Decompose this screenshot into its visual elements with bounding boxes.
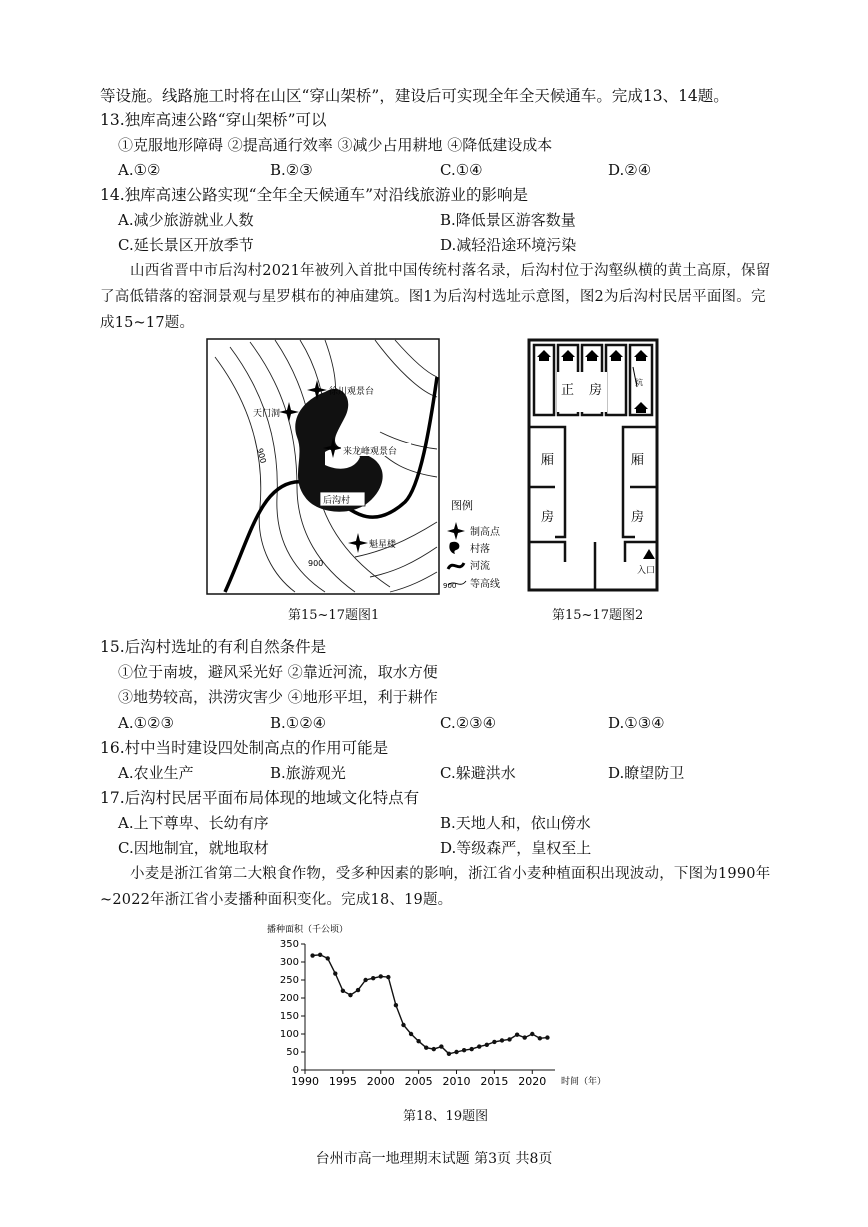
chart-xlabel: 时间（年） (561, 1077, 607, 1087)
chart-data-point (424, 1045, 428, 1049)
svg-text:制高点: 制高点 (470, 527, 500, 538)
chart-data-point (318, 953, 322, 957)
chart-series-line (313, 955, 548, 1054)
chart-data-point (363, 978, 367, 982)
chart-x-tick-label: 2000 (366, 1075, 395, 1088)
chart-data-point (394, 1003, 398, 1007)
svg-text:天门洞: 天门洞 (253, 409, 281, 419)
q17-stem: 17.后沟村民居平面布局体现的地域文化特点有 (100, 789, 420, 807)
q15-option-b: B.①②④ (270, 714, 327, 732)
q15-stem: 15.后沟村选址的有利自然条件是 (100, 638, 327, 656)
wheat-area-chart (255, 920, 615, 1100)
chart-data-point (409, 1032, 413, 1036)
chart-data-point (379, 974, 383, 978)
chart-data-point (432, 1047, 436, 1051)
map-legend (443, 498, 501, 590)
label-kang: 炕 (635, 378, 643, 387)
label-side-room-left-2: 房 (541, 510, 555, 525)
q13-option-b: B.②③ (270, 161, 313, 179)
chart-y-tick-label: 0 (292, 1065, 299, 1076)
figure2-caption: 第15~17题图2 (552, 608, 644, 623)
label-side-room-right-2: 房 (631, 510, 645, 525)
chart-x-tick-label: 2010 (442, 1075, 471, 1088)
q14-option-b: B.降低景区游客数量 (440, 211, 576, 229)
chart-x-tick-label: 2005 (404, 1075, 433, 1088)
chart-data-point (522, 1035, 526, 1039)
chart-y-tick-label: 350 (279, 939, 299, 950)
svg-text:徐川观景台: 徐川观景台 (329, 387, 375, 397)
chart-data-point (530, 1032, 534, 1036)
chart-data-point (386, 975, 390, 979)
chart-y-tick-label: 150 (279, 1011, 299, 1022)
chart-data-point (515, 1033, 519, 1037)
chart-data-point (439, 1044, 443, 1048)
chart-x-tick-label: 2020 (518, 1075, 547, 1088)
q16-stem: 16.村中当时建设四处制高点的作用可能是 (100, 739, 389, 757)
chart-data-point (416, 1039, 420, 1043)
chart-data-point (454, 1050, 458, 1054)
chart-data-point (341, 989, 345, 993)
passage-wheat: 小麦是浙江省第二大粮食作物，受多种因素的影响，浙江省小麦种植面积出现波动，下图为1990年~2022年浙江省小麦播种面积变化。完成18、19题。 (100, 866, 771, 908)
chart-data-point (545, 1035, 549, 1039)
chart-caption: 第18、19题图 (403, 1109, 489, 1124)
q15-option-a: A.①②③ (118, 714, 174, 732)
chart-data-point (477, 1044, 481, 1048)
chart-data-point (326, 956, 330, 960)
chart-data-point (333, 971, 337, 975)
q14-option-c: C.延长景区开放季节 (118, 236, 254, 254)
chart-x-tick-label: 1990 (291, 1075, 319, 1088)
chart-y-tick-label: 100 (279, 1029, 299, 1040)
chart-x-tick-label: 1995 (328, 1075, 357, 1088)
svg-text:900: 900 (443, 582, 457, 590)
chart-x-tick-label: 2015 (480, 1075, 509, 1088)
label-entrance: 入口 (637, 566, 656, 576)
q14-option-a: A.减少旅游就业人数 (118, 211, 254, 229)
label-main-room: 正 (561, 383, 575, 398)
chart-data-point (401, 1023, 405, 1027)
q16-option-b: B.旅游观光 (270, 764, 346, 782)
chart-data-point (492, 1040, 496, 1044)
chart-data-point (462, 1048, 466, 1052)
q14-stem: 14.独库高速公路实现“全年全天候通车”对沿线旅游业的影响是 (100, 186, 529, 204)
q16-option-d: D.瞭望防卫 (608, 764, 685, 782)
figure2-floorplan (525, 337, 670, 599)
chart-ylabel: 播种面积（千公顷） (267, 925, 349, 935)
q15-items-2: ③地势较高，洪涝灾害少 ④地形平坦，利于耕作 (118, 688, 438, 706)
page-footer: 台州市高一地理期末试题 第3页 共8页 (315, 1151, 553, 1167)
label-side-room-right: 厢 (631, 453, 645, 468)
svg-text:河流: 河流 (470, 561, 490, 572)
q17-option-d: D.等级森严，皇权至上 (440, 839, 592, 857)
chart-data-point (500, 1038, 504, 1042)
label-village: 后沟村 (323, 496, 351, 506)
q16-option-c: C.躲避洪水 (440, 764, 516, 782)
svg-text:魁星楼: 魁星楼 (369, 540, 397, 550)
svg-text:来龙峰观景台: 来龙峰观景台 (343, 447, 398, 457)
chart-y-tick-label: 250 (279, 975, 299, 986)
q13-items: ①克服地形障碍 ②提高通行效率 ③减少占用耕地 ④降低建设成本 (118, 136, 553, 154)
chart-data-point (507, 1037, 511, 1041)
contour-label-900a: 900 (255, 447, 268, 465)
svg-text:村落: 村落 (470, 544, 490, 555)
q15-items-1: ①位于南坡，避风采光好 ②靠近河流，取水方便 (118, 663, 438, 681)
figure1-map (205, 337, 515, 599)
label-side-room-left: 厢 (541, 453, 555, 468)
chart-y-tick-label: 300 (279, 957, 299, 968)
chart-data-point (356, 988, 360, 992)
q13-stem: 13.独库高速公路“穿山架桥”可以 (100, 111, 327, 129)
q13-option-c: C.①④ (440, 161, 483, 179)
contour-label-900b: 900 (308, 559, 324, 568)
figure1-caption: 第15~17题图1 (288, 608, 380, 623)
chart-data-point (485, 1043, 489, 1047)
q13-option-a: A.①② (118, 161, 161, 179)
q17-option-a: A.上下尊卑、长幼有序 (118, 814, 269, 832)
q15-option-d: D.①③④ (608, 714, 665, 732)
q17-option-b: B.天地人和，依山傍水 (440, 814, 591, 832)
chart-data-point (371, 976, 375, 980)
svg-text:图例: 图例 (451, 499, 473, 512)
chart-y-tick-label: 50 (286, 1047, 299, 1058)
label-main-room-2: 房 (589, 383, 603, 398)
chart-data-point (469, 1047, 473, 1051)
q16-option-a: A.农业生产 (118, 764, 194, 782)
chart-data-point (538, 1036, 542, 1040)
passage-houguo: 山西省晋中市后沟村2021年被列入首批中国传统村落名录，后沟村位于沟壑纵横的黄土高原，保留了高低错落的窑洞景观与星罗棋布的神庙建筑。图1为后沟村选址示意图，图2为后沟村民居平面图。完成15~17题。 (100, 263, 771, 331)
q15-option-c: C.②③④ (440, 714, 497, 732)
q17-option-c: C.因地制宜，就地取材 (118, 839, 269, 857)
svg-text:等高线: 等高线 (470, 579, 500, 590)
q13-option-d: D.②④ (608, 161, 652, 179)
chart-data-point (310, 953, 314, 957)
chart-data-point (348, 993, 352, 997)
q14-option-d: D.减轻沿途环境污染 (440, 236, 577, 254)
intro-line: 等设施。线路施工时将在山区“穿山架桥”，建设后可实现全年全天候通车。完成13、14题。 (100, 87, 729, 105)
chart-y-tick-label: 200 (279, 993, 299, 1004)
chart-data-point (447, 1052, 451, 1056)
